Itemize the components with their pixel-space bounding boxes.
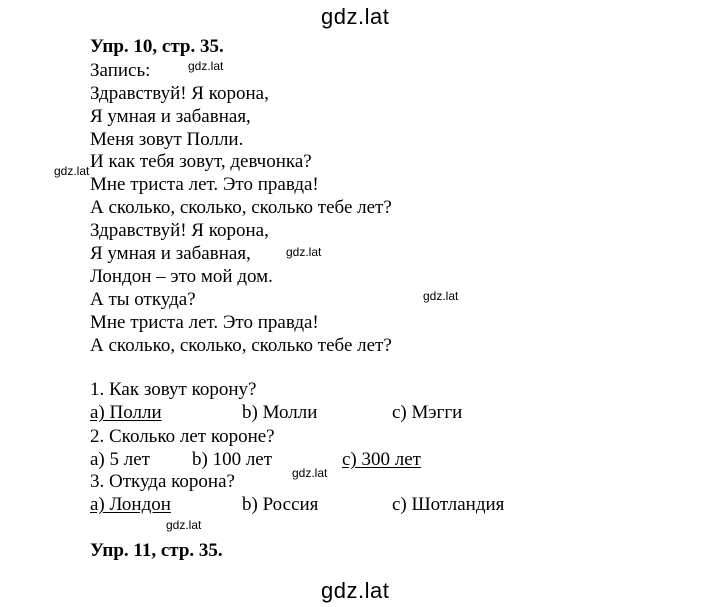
poem-line-9: Лондон – это мой дом. xyxy=(90,266,273,287)
poem-line-5: Мне триста лет. Это правда! xyxy=(90,174,319,195)
watermark-small-6: gdz.lat xyxy=(166,518,202,532)
watermark-small-3: gdz.lat xyxy=(286,245,322,259)
poem-line-6: А сколько, сколько, сколько тебе лет? xyxy=(90,197,392,218)
question-3-option-b: b) Россия xyxy=(242,494,319,515)
poem-line-10: А ты откуда? xyxy=(90,289,196,310)
poem-line-3: Меня зовут Полли. xyxy=(90,129,244,150)
watermark-small-1: gdz.lat xyxy=(188,59,224,73)
poem-line-4: И как тебя зовут, девчонка? xyxy=(90,151,312,172)
poem-line-12: А сколько, сколько, сколько тебе лет? xyxy=(90,335,392,356)
poem-line-2: Я умная и забавная, xyxy=(90,106,251,127)
watermark-small-5: gdz.lat xyxy=(292,466,328,480)
exercise-11-title: Упр. 11, стр. 35. xyxy=(90,540,223,561)
question-2-option-a: а) 5 лет xyxy=(90,449,150,470)
exercise-10-title: Упр. 10, стр. 35. xyxy=(90,36,224,57)
question-3: 3. Откуда корона? xyxy=(90,471,235,492)
poem-line-11: Мне триста лет. Это правда! xyxy=(90,312,319,333)
question-2: 2. Сколько лет короне? xyxy=(90,426,275,447)
question-3-option-c: c) Шотландия xyxy=(392,494,505,515)
watermark-bottom: gdz.lat xyxy=(321,578,390,603)
poem-line-7: Здравствуй! Я корона, xyxy=(90,220,269,241)
question-1-option-b: b) Молли xyxy=(242,402,318,423)
watermark-small-2: gdz.lat xyxy=(54,164,90,178)
question-1: 1. Как зовут корону? xyxy=(90,379,257,400)
question-3-option-a: а) Лондон xyxy=(90,494,171,515)
question-2-option-c: c) 300 лет xyxy=(342,449,421,470)
question-1-option-c: c) Мэгги xyxy=(392,402,463,423)
poem-line-8: Я умная и забавная, xyxy=(90,243,251,264)
question-2-option-b: b) 100 лет xyxy=(192,449,273,470)
record-label: Запись: xyxy=(90,60,151,81)
question-1-option-a: а) Полли xyxy=(90,402,162,423)
watermark-small-4: gdz.lat xyxy=(423,289,459,303)
watermark-top: gdz.lat xyxy=(321,4,390,29)
poem-line-1: Здравствуй! Я корона, xyxy=(90,83,269,104)
